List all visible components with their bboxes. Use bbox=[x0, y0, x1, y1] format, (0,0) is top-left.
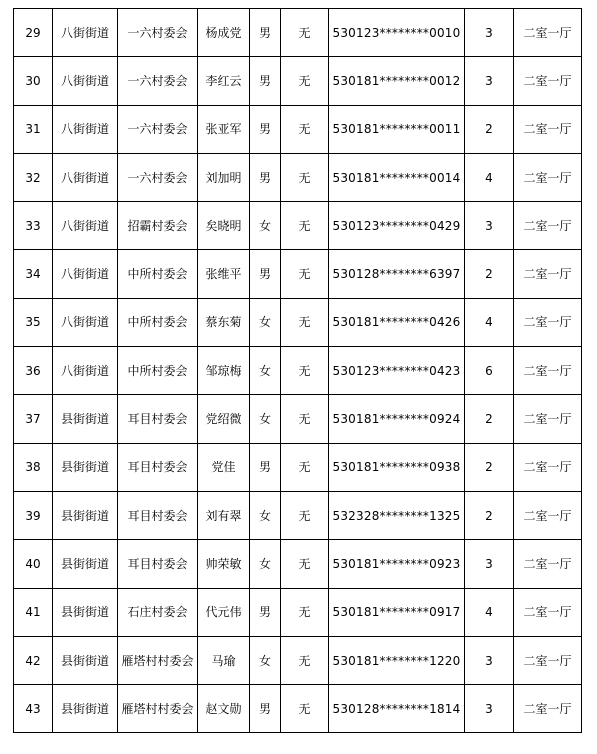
row-number: 38 bbox=[14, 443, 53, 491]
row-number: 29 bbox=[14, 9, 53, 57]
id-number-cell: 530181********0923 bbox=[329, 540, 465, 588]
room-layout-cell: 二室一厅 bbox=[514, 540, 582, 588]
household-count-cell: 3 bbox=[465, 685, 514, 733]
note-cell: 无 bbox=[281, 347, 329, 395]
committee-cell: 中所村委会 bbox=[118, 347, 198, 395]
table-row bbox=[14, 685, 582, 733]
note-cell: 无 bbox=[281, 395, 329, 443]
row-number: 35 bbox=[14, 298, 53, 346]
table-row bbox=[14, 202, 582, 250]
allocation-table bbox=[13, 8, 582, 733]
household-count-cell: 3 bbox=[465, 636, 514, 684]
row-number: 33 bbox=[14, 202, 53, 250]
id-number-cell: 530123********0423 bbox=[329, 347, 465, 395]
id-number-cell: 530181********1220 bbox=[329, 636, 465, 684]
committee-cell: 一六村委会 bbox=[118, 105, 198, 153]
person-name-cell: 杨成党 bbox=[198, 9, 250, 57]
id-number-cell: 530123********0010 bbox=[329, 9, 465, 57]
street-cell: 八街街道 bbox=[53, 298, 118, 346]
street-cell: 八街街道 bbox=[53, 57, 118, 105]
committee-cell: 雁塔村村委会 bbox=[118, 685, 198, 733]
committee-cell: 耳目村委会 bbox=[118, 491, 198, 539]
committee-cell: 一六村委会 bbox=[118, 153, 198, 201]
room-layout-cell: 二室一厅 bbox=[514, 685, 582, 733]
row-number: 40 bbox=[14, 540, 53, 588]
street-cell: 八街街道 bbox=[53, 9, 118, 57]
gender-cell: 男 bbox=[250, 685, 281, 733]
id-number-cell: 530128********6397 bbox=[329, 250, 465, 298]
street-cell: 县街街道 bbox=[53, 395, 118, 443]
room-layout-cell: 二室一厅 bbox=[514, 57, 582, 105]
person-name-cell: 张亚军 bbox=[198, 105, 250, 153]
gender-cell: 女 bbox=[250, 636, 281, 684]
room-layout-cell: 二室一厅 bbox=[514, 491, 582, 539]
note-cell: 无 bbox=[281, 685, 329, 733]
street-cell: 县街街道 bbox=[53, 491, 118, 539]
gender-cell: 女 bbox=[250, 491, 281, 539]
household-count-cell: 4 bbox=[465, 153, 514, 201]
committee-cell: 中所村委会 bbox=[118, 250, 198, 298]
room-layout-cell: 二室一厅 bbox=[514, 395, 582, 443]
room-layout-cell: 二室一厅 bbox=[514, 153, 582, 201]
household-count-cell: 2 bbox=[465, 395, 514, 443]
street-cell: 八街街道 bbox=[53, 202, 118, 250]
person-name-cell: 张维平 bbox=[198, 250, 250, 298]
room-layout-cell: 二室一厅 bbox=[514, 636, 582, 684]
id-number-cell: 530181********0011 bbox=[329, 105, 465, 153]
note-cell: 无 bbox=[281, 540, 329, 588]
person-name-cell: 马瑜 bbox=[198, 636, 250, 684]
person-name-cell: 蔡东菊 bbox=[198, 298, 250, 346]
room-layout-cell: 二室一厅 bbox=[514, 443, 582, 491]
note-cell: 无 bbox=[281, 57, 329, 105]
household-count-cell: 6 bbox=[465, 347, 514, 395]
household-count-cell: 2 bbox=[465, 443, 514, 491]
gender-cell: 男 bbox=[250, 588, 281, 636]
row-number: 31 bbox=[14, 105, 53, 153]
person-name-cell: 邹琼梅 bbox=[198, 347, 250, 395]
note-cell: 无 bbox=[281, 636, 329, 684]
note-cell: 无 bbox=[281, 443, 329, 491]
room-layout-cell: 二室一厅 bbox=[514, 347, 582, 395]
person-name-cell: 代元伟 bbox=[198, 588, 250, 636]
gender-cell: 男 bbox=[250, 443, 281, 491]
household-count-cell: 2 bbox=[465, 105, 514, 153]
street-cell: 县街街道 bbox=[53, 443, 118, 491]
street-cell: 县街街道 bbox=[53, 540, 118, 588]
gender-cell: 男 bbox=[250, 153, 281, 201]
committee-cell: 招霸村委会 bbox=[118, 202, 198, 250]
note-cell: 无 bbox=[281, 250, 329, 298]
room-layout-cell: 二室一厅 bbox=[514, 588, 582, 636]
note-cell: 无 bbox=[281, 105, 329, 153]
committee-cell: 耳目村委会 bbox=[118, 395, 198, 443]
table-row bbox=[14, 298, 582, 346]
person-name-cell: 赵文勋 bbox=[198, 685, 250, 733]
table-body bbox=[14, 9, 582, 733]
id-number-cell: 530181********0924 bbox=[329, 395, 465, 443]
person-name-cell: 党佳 bbox=[198, 443, 250, 491]
table-row bbox=[14, 9, 582, 57]
household-count-cell: 4 bbox=[465, 298, 514, 346]
committee-cell: 一六村委会 bbox=[118, 57, 198, 105]
household-count-cell: 3 bbox=[465, 202, 514, 250]
gender-cell: 男 bbox=[250, 250, 281, 298]
committee-cell: 中所村委会 bbox=[118, 298, 198, 346]
row-number: 39 bbox=[14, 491, 53, 539]
table-row bbox=[14, 395, 582, 443]
note-cell: 无 bbox=[281, 153, 329, 201]
table-row bbox=[14, 105, 582, 153]
row-number: 32 bbox=[14, 153, 53, 201]
id-number-cell: 530123********0429 bbox=[329, 202, 465, 250]
note-cell: 无 bbox=[281, 298, 329, 346]
person-name-cell: 刘加明 bbox=[198, 153, 250, 201]
id-number-cell: 530181********0938 bbox=[329, 443, 465, 491]
household-count-cell: 2 bbox=[465, 250, 514, 298]
room-layout-cell: 二室一厅 bbox=[514, 250, 582, 298]
note-cell: 无 bbox=[281, 588, 329, 636]
table-row bbox=[14, 588, 582, 636]
household-count-cell: 2 bbox=[465, 491, 514, 539]
street-cell: 县街街道 bbox=[53, 685, 118, 733]
room-layout-cell: 二室一厅 bbox=[514, 105, 582, 153]
street-cell: 八街街道 bbox=[53, 250, 118, 298]
household-count-cell: 3 bbox=[465, 540, 514, 588]
street-cell: 县街街道 bbox=[53, 588, 118, 636]
household-count-cell: 3 bbox=[465, 9, 514, 57]
street-cell: 八街街道 bbox=[53, 347, 118, 395]
id-number-cell: 530181********0917 bbox=[329, 588, 465, 636]
room-layout-cell: 二室一厅 bbox=[514, 202, 582, 250]
id-number-cell: 530181********0012 bbox=[329, 57, 465, 105]
row-number: 42 bbox=[14, 636, 53, 684]
gender-cell: 女 bbox=[250, 540, 281, 588]
gender-cell: 男 bbox=[250, 105, 281, 153]
table-row bbox=[14, 347, 582, 395]
street-cell: 县街街道 bbox=[53, 636, 118, 684]
table-row bbox=[14, 153, 582, 201]
row-number: 34 bbox=[14, 250, 53, 298]
person-name-cell: 帅荣敏 bbox=[198, 540, 250, 588]
street-cell: 八街街道 bbox=[53, 105, 118, 153]
gender-cell: 女 bbox=[250, 347, 281, 395]
row-number: 43 bbox=[14, 685, 53, 733]
note-cell: 无 bbox=[281, 491, 329, 539]
room-layout-cell: 二室一厅 bbox=[514, 298, 582, 346]
committee-cell: 耳目村委会 bbox=[118, 443, 198, 491]
room-layout-cell: 二室一厅 bbox=[514, 9, 582, 57]
street-cell: 八街街道 bbox=[53, 153, 118, 201]
row-number: 36 bbox=[14, 347, 53, 395]
committee-cell: 雁塔村村委会 bbox=[118, 636, 198, 684]
person-name-cell: 党绍微 bbox=[198, 395, 250, 443]
table-row bbox=[14, 57, 582, 105]
committee-cell: 一六村委会 bbox=[118, 9, 198, 57]
id-number-cell: 530128********1814 bbox=[329, 685, 465, 733]
note-cell: 无 bbox=[281, 202, 329, 250]
id-number-cell: 532328********1325 bbox=[329, 491, 465, 539]
person-name-cell: 刘有翠 bbox=[198, 491, 250, 539]
gender-cell: 男 bbox=[250, 9, 281, 57]
gender-cell: 女 bbox=[250, 298, 281, 346]
gender-cell: 男 bbox=[250, 57, 281, 105]
row-number: 37 bbox=[14, 395, 53, 443]
row-number: 41 bbox=[14, 588, 53, 636]
person-name-cell: 矣晓明 bbox=[198, 202, 250, 250]
table-row bbox=[14, 540, 582, 588]
person-name-cell: 李红云 bbox=[198, 57, 250, 105]
household-count-cell: 3 bbox=[465, 57, 514, 105]
table-row bbox=[14, 443, 582, 491]
household-count-cell: 4 bbox=[465, 588, 514, 636]
table-row bbox=[14, 491, 582, 539]
committee-cell: 石庄村委会 bbox=[118, 588, 198, 636]
id-number-cell: 530181********0014 bbox=[329, 153, 465, 201]
table-row bbox=[14, 636, 582, 684]
gender-cell: 女 bbox=[250, 202, 281, 250]
id-number-cell: 530181********0426 bbox=[329, 298, 465, 346]
committee-cell: 耳目村委会 bbox=[118, 540, 198, 588]
row-number: 30 bbox=[14, 57, 53, 105]
note-cell: 无 bbox=[281, 9, 329, 57]
gender-cell: 女 bbox=[250, 395, 281, 443]
table-row bbox=[14, 250, 582, 298]
